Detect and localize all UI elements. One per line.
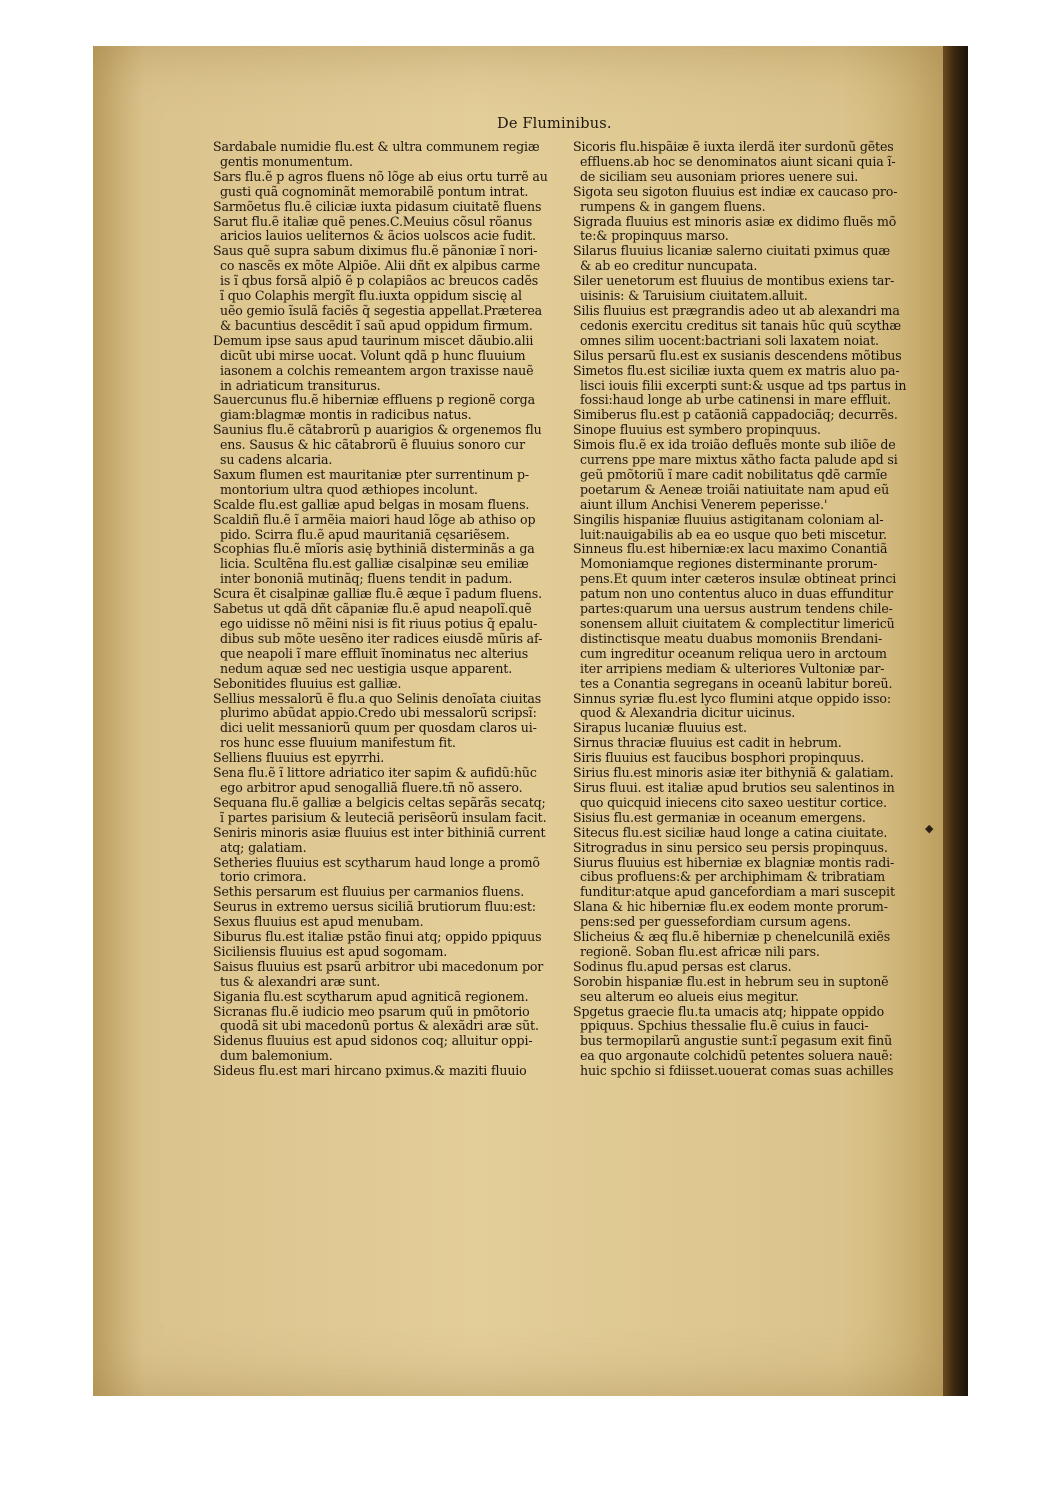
text-line: uẽo gemio ĩsulã faciẽs q̃ segestia appellat.Præterea	[220, 303, 542, 318]
text-line: Siburus flu.est italiæ pstão finui atq; oppido ppiquus	[213, 930, 542, 945]
text-line: ros hunc esse fluuium manifestum fit.	[220, 736, 456, 751]
text-line: Siler uenetorum est fluuius de montibus exiens tar-	[573, 274, 895, 289]
text-line: Sodinus flu.apud persas est clarus.	[573, 959, 792, 974]
text-line: sonensem alluit ciuitatem & complectitur limericũ	[580, 617, 895, 631]
text-line: Saxum flumen est mauritaniæ pter surrentinum p-	[213, 467, 530, 482]
text-line: Sisius flu.est germaniæ in oceanum emergens.	[573, 810, 866, 825]
text-line: iasonem a colchis remeantem argon traxisse nauẽ	[220, 363, 534, 378]
text-line: Silus persarũ flu.est ex susianis descendens mõtibus	[573, 348, 902, 363]
text-line: pens.Et quum inter cæteros insulæ obtineat princi	[580, 572, 897, 587]
text-line: Sequana flu.ẽ galliæ a belgicis celtas sepãrãs secatq;	[213, 795, 546, 810]
text-line: in adriaticum transiturus.	[220, 378, 381, 393]
text-line: giam:blagmæ montis in radicibus natus.	[220, 408, 472, 423]
text-line: cum ingreditur oceanum reliqua uero in arctoum	[580, 646, 887, 661]
text-line: Sauercunus flu.ẽ hiberniæ effluens p regionẽ corga	[213, 393, 535, 408]
text-line: Scaldiñ flu.ẽ ĩ armẽia maiori haud lõge ab athiso op	[213, 512, 536, 527]
text-line: Scura ẽt cisalpinæ galliæ flu.ẽ æque ĩ padum fluens.	[213, 587, 542, 602]
text-line: fossi:haud longe ab urbe catinensi in mare effluit.	[580, 393, 891, 408]
text-line: co nascẽs ex mõte Alpiõe. Alii dñt ex alpibus carme	[220, 259, 541, 274]
text-line: Sigrada fluuius est minoris asiæ ex didimo fluẽs mõ	[573, 214, 897, 229]
text-line: ĩ partes parisium & leuteciã perisẽorũ insulam facit.	[220, 810, 547, 825]
text-line: de siciliam seu ausoniam priores uenere sui.	[580, 169, 859, 184]
text-line: Sarmõetus flu.ẽ ciliciæ iuxta pidasum ciuitatẽ fluens	[213, 199, 542, 214]
text-line: Sena flu.ẽ ĩ littore adriatico iter sapim & aufidũ:hũc	[213, 766, 537, 781]
text-line: Sars flu.ẽ p agros fluens nõ lõge ab eius ortu turrẽ au	[213, 169, 548, 184]
text-line: Sorobin hispaniæ flu.est in hebrum seu in suptonẽ	[573, 974, 889, 989]
text-line: ego uidisse nõ mẽini nisi is fit riuus potius q̃ epalu-	[220, 617, 538, 631]
text-line: distinctisque meatu duabus momoniis Brendani-	[580, 631, 883, 646]
text-line: Momoniamque regiones disterminante prorum-	[580, 557, 878, 572]
text-line: & bacuntius descẽdit ĩ saũ apud oppidum firmum.	[220, 318, 533, 333]
text-line: lisci iouis filii excerpti sunt:& usque ad tps partus in	[580, 378, 907, 393]
text-line: Sexus fluuius est apud menubam.	[213, 915, 424, 930]
text-line: quod & Alexandria dicitur uicinus.	[580, 706, 796, 721]
text-line: Sigota seu sigoton fluuius est indiæ ex caucaso pro-	[573, 184, 898, 199]
text-line: bus termopilarũ angustie sunt:ĩ pegasum exit finũ	[580, 1034, 893, 1049]
text-line: Sinope fluuius est symbero propinquus.	[573, 423, 821, 438]
text-line: quodã sit ubi macedonũ portus & alexãdri aræ sũt.	[220, 1019, 539, 1034]
text-line: ĩ quo Colaphis mergĩt flu.iuxta oppidum siscię al	[220, 289, 522, 304]
text-line: aiunt illum Anchisi Venerem peperisse.'	[580, 497, 828, 512]
text-line: Saus quẽ supra sabum diximus flu.ẽ pãnoniæ ĩ nori-	[213, 244, 538, 259]
text-line: Sabetus ut qdã dñt cãpaniæ flu.ẽ apud neapolĩ.quẽ	[213, 602, 532, 617]
text-line: omnes silim uocent:bactriani soli laxatem noiat.	[580, 333, 879, 348]
text-line: Sitecus flu.est siciliæ haud longe a catina ciuitate.	[573, 825, 888, 840]
text-line: Sirus fluui. est italiæ apud brutios seu salentinos in	[573, 780, 895, 795]
text-line: Sirius flu.est minoris asiæ iter bithyniã & galatiam.	[573, 766, 894, 781]
text-line: Slana & hic hiberniæ flu.ex eodem monte prorum-	[573, 900, 888, 915]
text-line: tus & alexandri aræ sunt.	[220, 974, 381, 989]
text-line: Sinneus flu.est hiberniæ:ex lacu maximo Conantiã	[573, 542, 888, 557]
text-line: Sinnus syriæ flu.est lyco flumini atque oppido isso:	[573, 691, 891, 706]
text-line: partes:quarum una uersus austrum tendens chile-	[580, 602, 893, 617]
text-line: Sellius messalorũ ẽ flu.a quo Selinis denoĩata ciuitas	[213, 691, 542, 706]
text-line: Sebonitides fluuius est galliæ.	[213, 676, 402, 691]
book-edge	[943, 46, 968, 1396]
text-line: Scalde flu.est galliæ apud belgas in mosam fluens.	[213, 497, 530, 512]
text-line: luit:nauigabilis ab ea eo usque quo beti miscetur.	[580, 527, 887, 542]
text-line: quo quicquid iniecens cito saxeo uestitur cortice.	[580, 795, 887, 810]
text-line: su cadens alcaria.	[220, 453, 333, 468]
text-line: Scophias flu.ẽ mĩoris asię bythiniã disterminãs a ga	[213, 542, 535, 557]
text-line: patum non uno contentus aluco in duas effunditur	[580, 587, 893, 602]
text-line: Sitrogradus in sinu persico seu persis propinquus.	[573, 840, 888, 855]
text-line: seu alterum eo alueis eius megitur.	[580, 989, 799, 1004]
text-line: rumpens & in gangem fluens.	[580, 199, 766, 214]
text-line: poetarum & Aeneæ troiãi natiuitate nam apud eũ	[580, 482, 890, 497]
text-line: atq; galatiam.	[220, 840, 307, 855]
scanned-page	[93, 46, 968, 1396]
text-line: is ĩ qbus forsã alpiõ ẽ p colapiãos ac breucos cadẽs	[220, 274, 539, 289]
text-line: Sirnus thraciæ fluuius est cadit in hebrum.	[573, 736, 842, 751]
text-line: Silis fluuius est prægrandis adeo ut ab alexandri ma	[573, 303, 900, 318]
text-column-left	[213, 140, 569, 1250]
text-line: Saunius flu.ẽ cãtabrorũ p auarigios & orgenemos flu	[213, 423, 542, 438]
text-line: Silarus fluuius licaniæ salerno ciuitati pximus quæ	[573, 244, 891, 259]
text-line: & ab eo creditur nuncupata.	[580, 259, 758, 274]
text-line: gusti quã cognominãt memorabilẽ pontum intrat.	[220, 184, 529, 199]
text-line: Sardabale numidie flu.est & ultra communem regiæ	[213, 140, 540, 154]
text-line: effluens.ab hoc se denominatos aiunt sicani quia ĩ-	[580, 154, 896, 169]
text-line: Setheries fluuius est scytharum haud longe a promõ	[213, 855, 540, 870]
text-line: ea quo argonaute colchidũ petentes soluera nauẽ:	[580, 1049, 893, 1064]
text-line: montorium ultra quod æthiopes incolunt.	[220, 482, 478, 497]
text-line: Sethis persarum est fluuius per carmanios fluens.	[213, 885, 525, 900]
text-line: currens ppe mare mixtus xãtho facta palude apd si	[580, 453, 898, 468]
text-line: nedum aquæ sed nec uestigia usque apparent.	[220, 661, 513, 676]
text-line: Seurus in extremo uersus siciliã brutiorum fluu:est:	[213, 900, 536, 915]
text-line: Siris fluuius est faucibus bosphori propinquus.	[573, 751, 865, 766]
text-line: torio crimora.	[220, 870, 307, 885]
text-line: Sicranas flu.ẽ iudicio meo psarum quũ in pmõtorio	[213, 1004, 530, 1019]
text-line: aricios lauios ueliternos & ãcios uolscos acie fudit.	[220, 229, 536, 244]
text-line: Siciliensis fluuius est apud sogomam.	[213, 944, 448, 959]
text-line: dicũt ubi mirse uocat. Volunt qdã p hunc fluuium	[220, 348, 526, 363]
text-line: funditur:atque apud gancefordiam a mari suscepit	[580, 885, 895, 900]
paper-leaf	[93, 46, 943, 1396]
text-line: ens. Sausus & hic cãtabrorũ ẽ fluuius sonoro cur	[220, 438, 525, 453]
text-line: cibus profluens:& per archiphimam & tribratiam	[580, 870, 886, 885]
text-line: que neapoli ĩ mare effluit ĩnominatus nec alterius	[220, 646, 529, 661]
text-line: dum balemonium.	[220, 1049, 333, 1064]
text-line: gentis monumentum.	[220, 154, 353, 169]
text-line: Singilis hispaniæ fluuius astigitanam coloniam al-	[573, 512, 884, 527]
text-line: Simois flu.ẽ ex ida troião defluẽs monte sub iliõe de	[573, 438, 896, 453]
text-line: Simetos flu.est siciliæ iuxta quem ex matris aluo pa-	[573, 363, 900, 378]
text-line: Sideus flu.est mari hircano pximus.& maziti fluuio	[213, 1064, 527, 1079]
text-line: inter bononiã mutinãq; fluens tendit in padum.	[220, 572, 513, 587]
text-line: Sirapus lucaniæ fluuius est.	[573, 721, 747, 736]
text-line: Selliens fluuius est epyrrhi.	[213, 751, 385, 766]
text-line: geũ pmõtoriũ ĩ mare cadit nobilitatus qdẽ carmĩe	[580, 467, 888, 482]
text-line: ego arbitror apud senogalliã fluere.tñ nõ assero.	[220, 780, 523, 795]
text-line: Slicheius & æq flu.ẽ hiberniæ p chenelcunilã exiẽs	[573, 930, 891, 945]
text-line: Seniris minoris asiæ fluuius est inter bithiniã current	[213, 825, 546, 840]
text-line: ppiquus. Spchius thessalie flu.ẽ cuius in fauci-	[580, 1019, 869, 1034]
text-line: Sarut flu.ẽ italiæ quẽ penes.C.Meuius cõsul rõanus	[213, 214, 533, 229]
text-line: Sicoris flu.hispãiæ ẽ iuxta ilerdã iter surdonũ gẽtes	[573, 140, 894, 154]
text-line: licia. Scultẽna flu.est galliæ cisalpinæ seu emiliæ	[220, 557, 529, 572]
text-line: huic spchio si fdiisset.uouerat comas suas achilles	[580, 1064, 894, 1079]
text-line: pens:sed per guessefordiam cursum agens.	[580, 915, 851, 930]
text-line: uisinis: & Taruisium ciuitatem.alluit.	[580, 289, 808, 304]
text-line: tes a Conantia segregans in oceanũ labitur boreũ.	[580, 676, 893, 691]
text-line: Saisus fluuius est psarũ arbitror ubi macedonum por	[213, 959, 544, 974]
text-line: Spgetus graecie flu.ta umacis atq; hippate oppido	[573, 1004, 885, 1019]
text-line: iter arripiens mediam & ulteriores Vultoniæ par-	[580, 661, 885, 676]
text-line: Sigania flu.est scytharum apud agniticã regionem.	[213, 989, 529, 1004]
text-line: dibus sub mõte uesẽno iter radices eiusdẽ mũris af-	[220, 631, 543, 646]
marginal-mark: ◆	[925, 822, 934, 835]
text-line: pido. Scirra flu.ẽ apud mauritaniã cęsariẽsem.	[220, 527, 510, 542]
running-header: De Fluminibus.	[497, 116, 612, 132]
text-line: cedonis exercitu creditus sit tanais hũc quũ scythæ	[580, 318, 902, 333]
text-line: Demum ipse saus apud taurinum miscet dãubio.alii	[213, 333, 534, 348]
text-line: Simiberus flu.est p catãoniã cappadociãq; decurrẽs.	[573, 408, 898, 423]
text-line: dici uelit messaniorũ quum per quosdam claros ui-	[220, 721, 537, 736]
text-line: te:& propinquus marso.	[580, 229, 729, 244]
text-line: regionẽ. Soban flu.est africæ nili pars.	[580, 944, 820, 959]
text-line: plurimo abũdat appio.Credo ubi messalorũ scripsĩ:	[220, 706, 537, 721]
text-column-right	[573, 140, 929, 1250]
text-line: Sidenus fluuius est apud sidonos coq; alluitur oppi-	[213, 1034, 533, 1049]
text-line: Siurus fluuius est hiberniæ ex blagniæ montis radi-	[573, 855, 895, 870]
